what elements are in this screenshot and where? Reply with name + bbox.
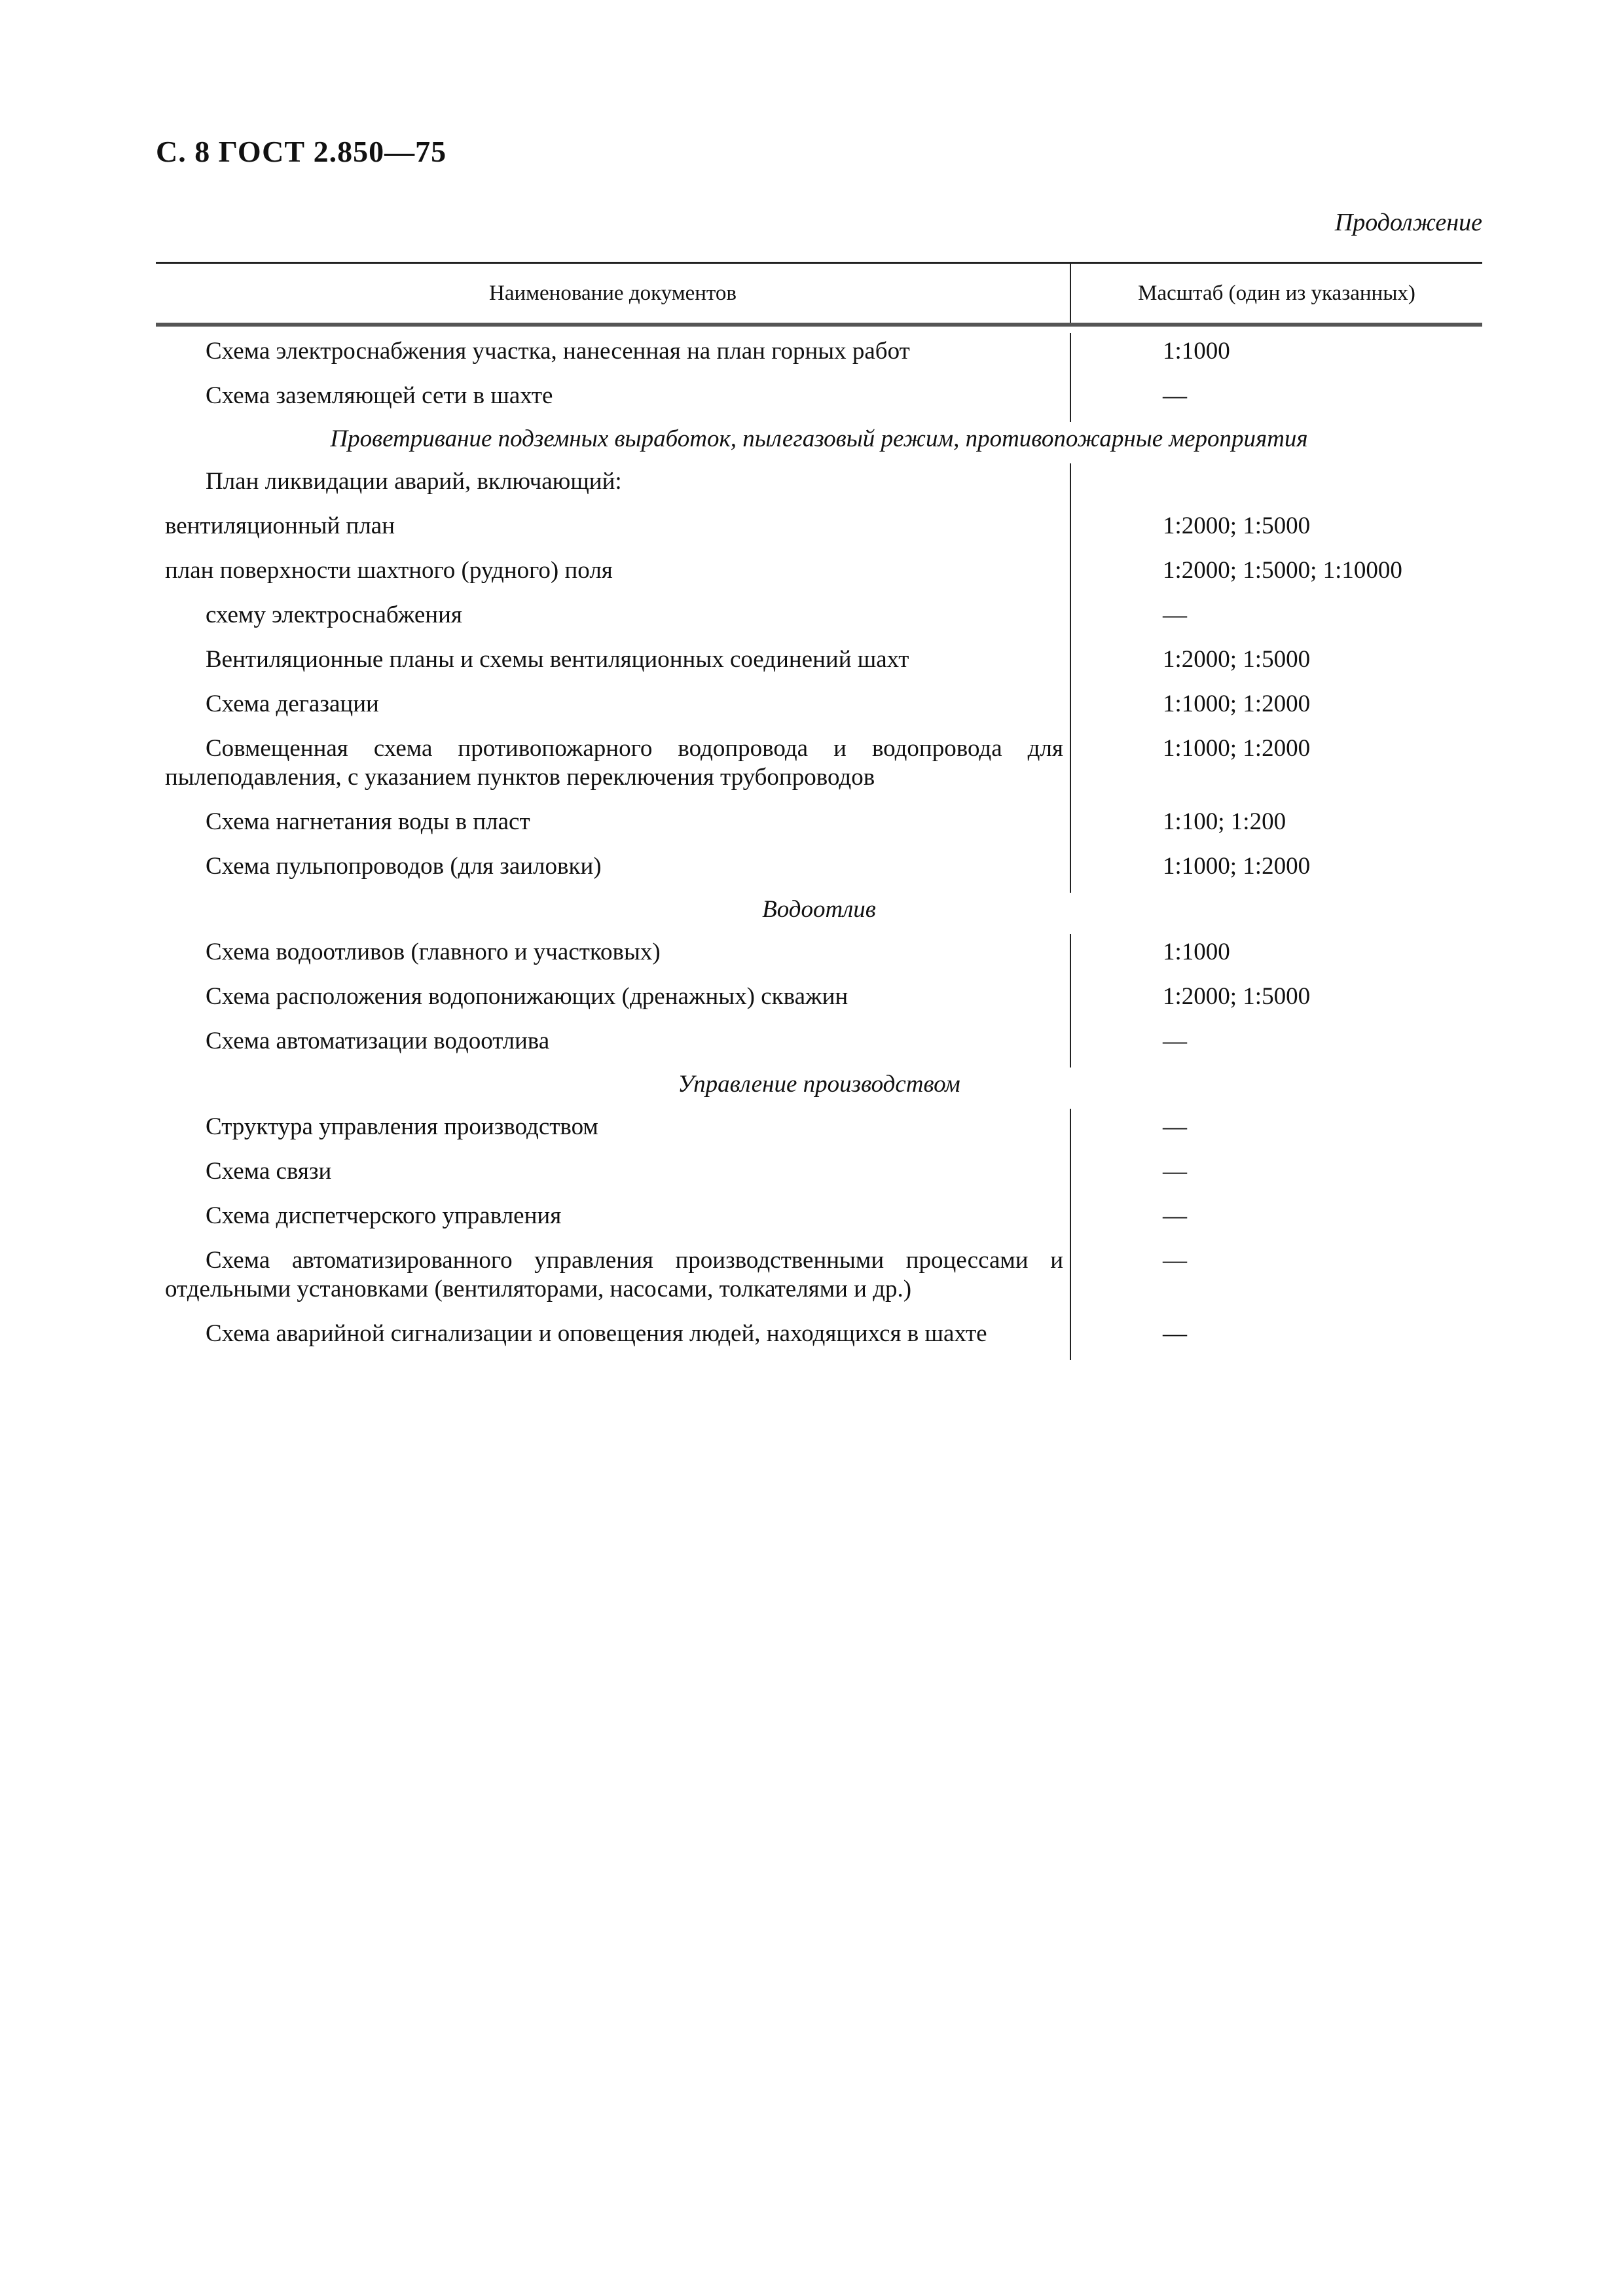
scale-cell: — xyxy=(1163,1158,1187,1185)
section-heading: Проветривание подземных выработок, пылегазовый режим, противопожарные мероприятия xyxy=(330,425,1308,452)
page-header: С. 8 ГОСТ 2.850—75 xyxy=(156,135,447,168)
section-heading: Водоотлив xyxy=(762,896,876,923)
table-row xyxy=(156,641,1482,686)
document-name-cell: вентиляционный план xyxy=(156,508,1071,552)
document-name-cell: Схема заземляющей сети в шахте xyxy=(156,378,1071,422)
document-name-cell: Схема нагнетания воды в пласт xyxy=(156,804,1071,848)
document-name-cell: план поверхности шахтного (рудного) поля xyxy=(156,552,1071,597)
table-row xyxy=(156,804,1482,848)
scale-cell: — xyxy=(1163,1113,1187,1140)
document-name-cell: схему электроснабжения xyxy=(156,597,1071,641)
document-name-cell: Структура управления производством xyxy=(156,1109,1071,1153)
column-header-name: Наименование документов xyxy=(156,264,1071,323)
scale-cell: 1:2000; 1:5000 xyxy=(1163,646,1311,673)
table-row xyxy=(156,552,1482,597)
table-row xyxy=(156,1109,1482,1153)
section-heading: Управление производством xyxy=(678,1071,960,1098)
table-row xyxy=(156,463,1482,508)
table-row xyxy=(156,508,1482,552)
document-name-cell: Схема пульпопроводов (для заиловки) xyxy=(156,848,1071,893)
table-row xyxy=(156,934,1482,978)
scale-cell: — xyxy=(1163,1320,1187,1347)
document-name-cell: Схема диспетчерского управления xyxy=(156,1198,1071,1242)
document-name-cell: Схема связи xyxy=(156,1153,1071,1198)
scale-cell xyxy=(1071,463,1482,508)
scale-cell: 1:1000; 1:2000 xyxy=(1163,853,1311,880)
document-name-cell: Совмещенная схема противопожарного водопровода и водопровода для пылеподавления, с указанием пунктов переключения трубопроводов xyxy=(156,730,1071,804)
scale-cell: 1:1000 xyxy=(1163,338,1230,365)
document-name-cell: Схема автоматизации водоотлива xyxy=(156,1023,1071,1067)
scale-cell: — xyxy=(1163,382,1187,409)
table-row xyxy=(156,1316,1482,1360)
table-row xyxy=(156,597,1482,641)
table-row xyxy=(156,333,1482,378)
scale-cell: — xyxy=(1163,1028,1187,1054)
scale-cell: — xyxy=(1163,1247,1187,1274)
document-name-cell: Схема расположения водопонижающих (дренажных) скважин xyxy=(156,978,1071,1023)
scale-cell: 1:1000; 1:2000 xyxy=(1163,735,1311,762)
scale-cell: — xyxy=(1163,1202,1187,1229)
scale-cell: 1:2000; 1:5000; 1:10000 xyxy=(1163,557,1402,584)
document-name-cell: Схема электроснабжения участка, нанесенная на план горных работ xyxy=(156,333,1071,378)
scale-cell: 1:2000; 1:5000 xyxy=(1163,983,1311,1010)
scale-cell: — xyxy=(1163,601,1187,628)
table-row xyxy=(156,378,1482,422)
document-name-cell: Схема водоотливов (главного и участковых) xyxy=(156,934,1071,978)
document-name-cell: Схема аварийной сигнализации и оповещения людей, находящихся в шахте xyxy=(156,1316,1071,1360)
table-body xyxy=(156,327,1482,1360)
document-name-cell: План ликвидации аварий, включающий: xyxy=(156,463,1071,508)
table-row xyxy=(156,1023,1482,1067)
scale-cell: 1:1000; 1:2000 xyxy=(1163,691,1311,717)
document-name-cell: Схема автоматизированного управления производственными процессами и отдельными установками (вентиляторами, насосами, толкателями и др.) xyxy=(156,1242,1071,1316)
table-row xyxy=(156,730,1482,804)
table-row xyxy=(156,1198,1482,1242)
scale-cell: 1:100; 1:200 xyxy=(1163,808,1286,835)
document-name-cell: Схема дегазации xyxy=(156,686,1071,730)
continuation-label: Продолжение xyxy=(1334,209,1482,236)
documents-table xyxy=(156,262,1482,1360)
table-header xyxy=(156,264,1482,327)
scale-cell: 1:1000 xyxy=(1163,939,1230,965)
table-row xyxy=(156,686,1482,730)
scale-cell: 1:2000; 1:5000 xyxy=(1163,512,1311,539)
table-row xyxy=(156,1242,1482,1316)
table-row xyxy=(156,1153,1482,1198)
document-name-cell: Вентиляционные планы и схемы вентиляционных соединений шахт xyxy=(156,641,1071,686)
column-header-scale: Масштаб (один из указанных) xyxy=(1138,281,1415,305)
table-row xyxy=(156,978,1482,1023)
table-row xyxy=(156,848,1482,893)
